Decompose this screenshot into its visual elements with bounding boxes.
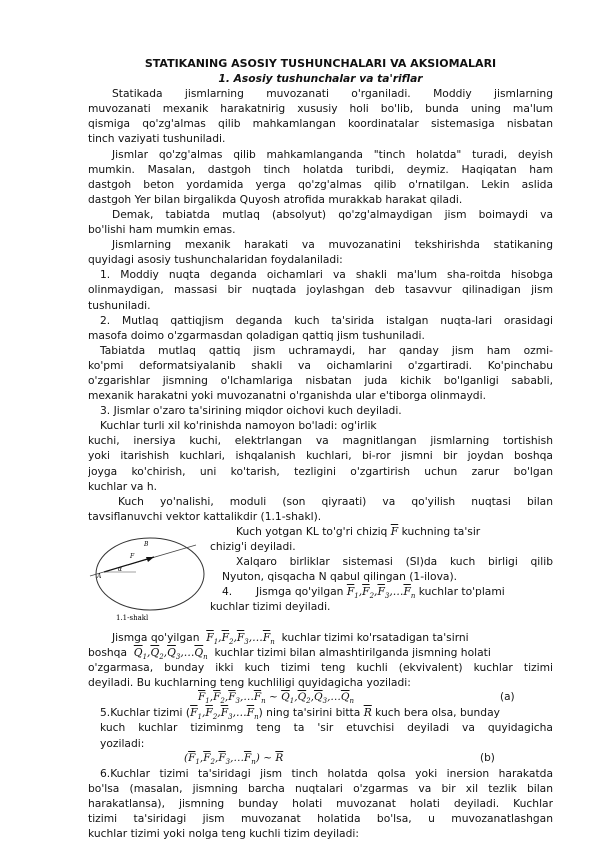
paragraph-line: tizimi ta'siridagi jism muvozanat holatida bo'lsa, u muvozanatlashgan [88,812,553,826]
paragraph-line: bo'lsa (masalan, jismning barcha nuqtalari o'zgarmas va bir xil tezlik bilan [88,781,553,795]
text-span: kuchlar tizimi bilan almashtirilganda jismning holati [214,646,491,659]
text-span: Kuch yotgan KL to'g'ri chiziq [236,524,388,538]
paragraph-line: quyidagi asosiy tushunchalaridan foydalaniladi: [88,253,343,267]
paragraph-line [210,524,553,539]
paragraph-line: mumkin. Masalan, dastgoh tinch holatda turibdi, deymiz. Haqiqatan ham [88,162,553,176]
list-item-5 [100,705,553,720]
paragraph-line [88,645,553,660]
equation-a-number: (a) [500,691,515,704]
paragraph-line: deyiladi. Bu kuchlarning teng kuchliligi quyidagicha yoziladi: [88,676,411,690]
paragraph-line: Demak, tabiatda mutlaq (absolyut) qo'zg'almaydigan jism boimaydi va [112,207,553,221]
equation-a [88,690,553,705]
figure-block [88,524,553,630]
text-span: 5.Kuchlar tizimi ( [100,706,191,720]
equation-b-number: (b) [480,751,495,764]
paragraph-line [88,630,553,645]
paragraph-line: dastgoh Yer bilan birgalikda Quyosh atrofida murakkab harakat qiladi. [88,192,463,206]
paragraph-line: Nyuton, qisqacha N qabul qilingan (1-ilova). [222,570,458,584]
label-a: A [97,572,102,580]
paragraph-line: qismiga qo'zg'almas qilib mahkamlangan koordinatalar sistemasiga nisbatan [88,117,553,131]
figure-caption: 1.1-shakl [116,613,149,622]
equation-b [88,751,553,766]
paragraph-line: olinmaydigan, massasi bir nuqtada joylashgan deb tasavvur qilinadigan jism [88,283,553,297]
paragraph-line: joyga ko'chirish, uni ko'tarish, tezligini o'zgartirish uchun zarur bo'lgan [88,464,553,478]
list-item-1: 1. Moddiy nuqta deganda oichamlari va shakli ma'lum sha-roitda hisobga [100,268,553,282]
equation-b-body: $(\overline{F}_1,\overline{F}_2,\overline{F}_3,\dots\overline{F}_n)$ ~ $\overline{R}$ [184,751,284,766]
label-alpha: α [118,565,123,573]
paragraph-line: harakatlansa), jismning bunday holati muvozanat holati deyiladi. Kuchlar [88,796,553,810]
text-span: Jismga qo'yilgan [112,630,200,644]
paragraph-line: masofa doimo o'zgarmasdan qoladigan qattiq jism tushuniladi. [88,328,425,342]
paragraph-line: chizig'i deyiladi. [210,540,296,553]
body-outline [96,538,204,610]
paragraph-line: Kuch yo'nalishi, moduli (son qiyraati) va qo'yilish nuqtasi bilan [118,494,553,508]
paragraph-line: tushuniladi. [88,298,151,312]
force-system-f: $\overline{F}_1,\overline{F}_2,\overline{F}_3,\dots\overline{F}_n$ [346,585,416,600]
paragraph-line: Statikada jismlarning muvozanati o'rganiladi. Moddiy jismlarning [112,87,553,101]
paragraph-line: kuchlar va h. [88,479,158,493]
list-item-4 [210,584,553,599]
list-item-6: 6.Kuchlar tizimi ta'siridagi jism tinch holatda qolsa yoki inersion harakatda [100,766,553,780]
text-span: kuchlar tizimi ko'rsatadigan ta'sirni [281,630,469,644]
page-title: STATIKANING ASOSIY TUSHUNCHALARI VA AKSIOMALARI [144,57,497,70]
list-item-2: 2. Mutlaq qattiqjism deganda kuch ta'sirida istalgan nuqta-lari orasidagi [100,313,553,327]
math-r: $\overline{R}$ [363,706,372,720]
paragraph-line: Jismlar qo'zg'almas qilib mahkamlanganda "tinch holatda" turadi, deyish [112,147,553,161]
paragraph-line: Tabiatda mutlaq qattiq jism uchramaydi, har qanday jism ham ozmi- [100,343,553,357]
paragraph-line: yoziladi: [100,736,145,750]
force-system-f: $\overline{F}_1,\overline{F}_2,\overline{F}_3,\dots\overline{F}_n$ [206,630,275,645]
paragraph-line: Jismlarning mexanik harakati va muvozanatini tekshirishda statikaning [112,238,553,252]
paragraph-line: yoki itarishish kuchlari, ishqalanish kuchlari, bi-ror jismni bir joydan boshqa [88,449,553,463]
figure-side-text [210,524,553,615]
paragraph-line: kuchlar tizimi yoki nolga teng kuchli tizim deyiladi: [88,827,359,841]
paragraph-line: ko'pmi deformatsiyalanib shakli va oichamlarini o'zgartiradi. Ko'pinchabu [88,358,553,372]
list-item-3: 3. Jismlar o'zaro ta'sirining miqdor oichovi kuch deyiladi. [100,404,402,418]
text-span: ) ning ta'sirini bitta [258,706,361,720]
paragraph-line: Kuchlar turli xil ko'rinishda namoyon bo'ladi: og'irlik [100,419,377,433]
document-page [88,56,553,841]
paragraph-line: kuchi, inersiya kuchi, elektrlangan va magnitlangan jismlarning tortishish [88,434,553,448]
paragraph-line: o'zgarmasa, bunday ikki kuch tizimi teng kuchli (ekvivalent) kuchlar tizimi [88,661,553,675]
force-system-f: $\overline{F}_1,\overline{F}_2,\overline{F}_3,\dots\overline{F}_n$ [190,706,259,721]
paragraph-line: bo'lishi ham mumkin emas. [88,223,236,237]
equation-a-body: $\overline{F}_1,\overline{F}_2,\overline{F}_3,\dots\overline{F}_n$ ~ $\overline{Q}_1,\overline{Q}_2,\overline{Q}_3,\dots\overline{Q}_n$ [198,691,355,706]
paragraph-line: o'zgarishlar jismning o'lchamlariga nisbatan juda kichik bo'lganligi sababli, [88,373,553,387]
force-vector [104,557,154,572]
force-system-q: $\overline{Q}_1,\overline{Q}_2,\overline{Q}_3,\dots\overline{Q}_n$ [133,646,208,661]
paragraph-line: mexanik harakatni yoki muvozanatni o'rganishda ular e'tiborga olinmaydi. [88,389,486,403]
text-span: boshqa [88,646,127,659]
paragraph-line: muvozanati mexanik harakatnirig xususiy holi bo'lib, bunda uning ma'lum [88,102,553,116]
paragraph-line: dastgoh beton yordamida yerga qo'zg'almas qilib o'rnatilgan. Lekin aslida [88,177,553,191]
label-f: F [130,552,135,560]
force-vector-figure [88,532,208,624]
arrowhead-icon [146,557,154,562]
text-span: kuch bera olsa, bunday [375,706,500,720]
math-f: $\overline{F}$ [390,524,399,538]
paragraph-line: kuch kuchlar tiziminmg teng ta 'sir etuvchisi deyiladi va quyidagicha [100,721,553,735]
text-span: kuchning ta'sir [401,524,481,538]
paragraph-line: kuchlar tizimi deyiladi. [210,600,331,614]
section-heading: 1. Asosiy tushunchalar va ta'riflar [218,72,423,86]
paragraph-line: tinch vaziyati tushuniladi. [88,132,226,146]
text-span: kuchlar to'plami [418,585,505,599]
paragraph-line: Xalqaro birliklar sistemasi (SI)da kuch birligi qilib [236,555,553,569]
paragraph-line: tavsiflanuvchi vektor kattalikdir (1.1-shakl). [88,509,322,523]
text-span: 4. [222,585,233,599]
text-span: Jismga qo'yilgan [255,585,344,599]
label-b: B [144,540,149,548]
item-5-block [88,705,553,750]
